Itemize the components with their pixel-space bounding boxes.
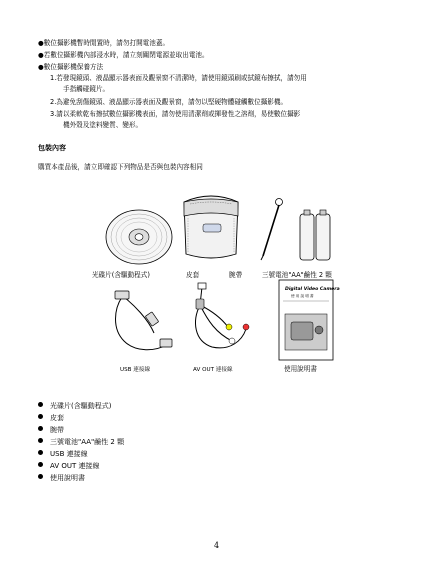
av-cable-illustration — [172, 281, 262, 361]
caption-batteries: 三號電池"AA"鹼性 2 顆 — [262, 271, 332, 279]
list-item-text: 使用說明書 — [50, 474, 85, 482]
bullet-icon — [38, 474, 43, 479]
manual-cover-title: Digital Video Camera — [285, 287, 340, 292]
caption-cd: 光碟片(含驅動程式) — [92, 271, 150, 279]
list-item-text: 三號電池"AA"鹼性 2 顆 — [50, 438, 125, 446]
note-bullet-3: ●數位攝影機保養方法 — [38, 63, 104, 71]
note-bullet-2: ●若數位攝影機內部浸水時，請立刻關閉電源並取出電池。 — [38, 51, 209, 59]
bullet-icon — [38, 462, 43, 467]
list-item-text: USB 連接線 — [50, 450, 88, 458]
list-item — [38, 449, 88, 459]
bullet-icon — [38, 426, 43, 431]
list-item-text: 腕帶 — [50, 426, 64, 434]
package-heading: 包裝內容 — [38, 144, 66, 152]
page-number: 4 — [214, 541, 220, 550]
batteries-illustration — [296, 206, 336, 262]
care-step-3-cont: 機外殼及塗料變質、變形。 — [63, 121, 143, 129]
usb-cable-illustration — [104, 289, 179, 364]
caption-av: AV OUT 連接線 — [193, 367, 233, 373]
list-item-text: 光碟片(含驅動程式) — [50, 402, 112, 410]
caption-manual: 使用說明書 — [284, 365, 317, 373]
care-step-3: 3.請以柔軟乾布擦拭數位攝影機表面，請勿使用清潔劑或揮發性之溶劑，易使數位攝影 — [50, 110, 301, 118]
bullet-icon — [38, 450, 43, 455]
list-item — [38, 425, 64, 435]
manual-illustration — [277, 278, 340, 364]
bullet-icon — [38, 438, 43, 443]
care-step-1: 1.若發現鏡頭、液晶顯示器表面及觀景窗不清潔時，請使用鏡頭刷或拭鏡布擦拭，請勿用 — [50, 74, 307, 82]
cd-illustration — [104, 207, 174, 267]
list-item — [38, 473, 85, 483]
caption-usb: USB 連接線 — [120, 367, 151, 373]
care-step-2: 2.為避免刮傷鏡頭、液晶顯示器表面及觀景窗，請勿以堅硬物體碰觸數位攝影機。 — [50, 98, 288, 106]
manual-cover-subtitle: 使 用 說 明 書 — [291, 294, 314, 298]
caption-case: 皮套 — [186, 271, 200, 279]
care-step-1-cont: 手指觸碰鏡片。 — [63, 85, 110, 93]
list-item — [38, 413, 64, 423]
caption-strap: 腕帶 — [229, 271, 243, 279]
list-item — [38, 401, 111, 411]
list-item-text: AV OUT 連接線 — [50, 462, 100, 470]
bullet-icon — [38, 402, 43, 407]
list-item — [38, 437, 124, 447]
package-intro: 購買本產品後，請立即確認下列物品是否與包裝內容相同 — [38, 163, 203, 171]
case-illustration — [176, 194, 246, 262]
strap-illustration — [257, 196, 287, 262]
list-item — [38, 461, 100, 471]
list-item-text: 皮套 — [50, 414, 64, 422]
note-bullet-1: ●數位攝影機暫時閒置時，請勿打開電池蓋。 — [38, 39, 170, 47]
bullet-icon — [38, 414, 43, 419]
